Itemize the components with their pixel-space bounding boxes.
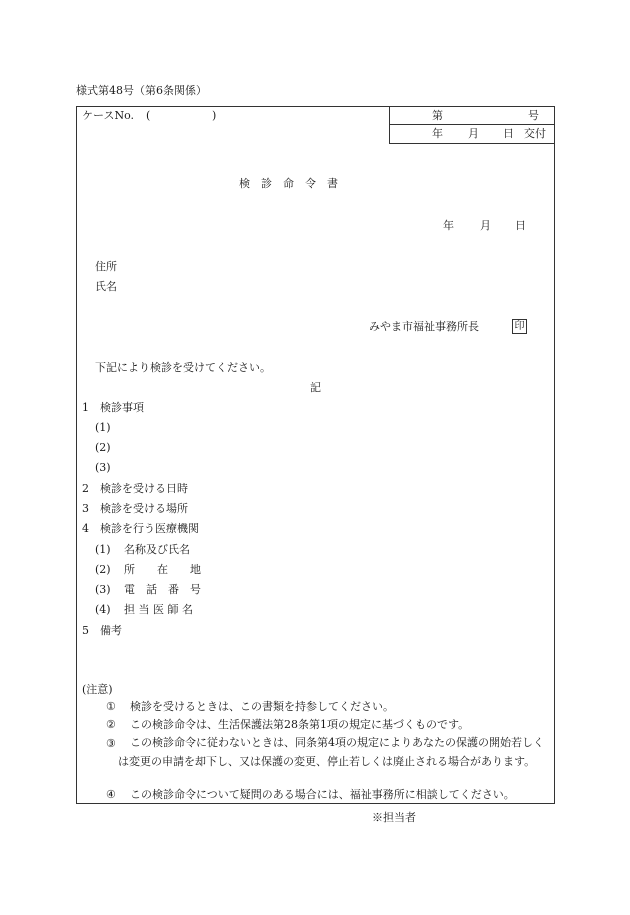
item-4-sub-1-label: 名称及び氏名 (124, 543, 190, 556)
issue-month-label: 月 (468, 127, 479, 140)
address-label: 住所 (95, 260, 117, 273)
date-year-label: 年 (443, 219, 454, 232)
item-5-number: 5 (82, 624, 89, 637)
issue-kofu-label: 交付 (524, 127, 546, 140)
item-4-sub-4-label: 担 当 医 師 名 (124, 603, 193, 616)
note-4-text: この検診命令について疑問のある場合には、福祉事務所に相談してください。 (130, 788, 515, 801)
item-2-number: 2 (82, 482, 89, 495)
item-2-label: 検診を受ける日時 (100, 482, 188, 495)
issue-day-label: 日 (503, 127, 514, 140)
item-4-number: 4 (82, 522, 89, 535)
number-go: 号 (528, 109, 539, 122)
name-label: 氏名 (95, 280, 117, 293)
case-no-open-paren: ( (146, 109, 151, 122)
item-3-label: 検診を受ける場所 (100, 502, 188, 515)
item-4-sub-2-label: 所 在 地 (124, 563, 201, 576)
note-2-mark: ② (106, 718, 116, 731)
item-4-label: 検診を行う医療機関 (100, 522, 199, 535)
note-3-mark: ③ (106, 737, 116, 750)
note-3-text: この検診命令に従わないときは、同条第4項の規定によりあなたの保護の開始若しくは変更の申請を却下し、又は保護の変更、停止若しくは廃止される場合があります。 (118, 736, 544, 768)
date-month-label: 月 (480, 219, 491, 232)
case-no-close-paren: ) (212, 109, 217, 122)
item-5-label: 備考 (100, 624, 122, 637)
item-3-number: 3 (82, 502, 89, 515)
form-number: 様式第48号（第6条関係） (76, 84, 207, 97)
item-4-sub-4-number: (4) (95, 603, 111, 616)
item-4-sub-3-number: (3) (95, 583, 111, 596)
ki-heading: 記 (310, 381, 321, 394)
number-box-divider (390, 124, 555, 125)
intro-text: 下記により検診を受けてください。 (95, 361, 271, 374)
issuer-name: みやま市福祉事務所長 (369, 320, 479, 333)
note-2-text: この検診命令は、生活保護法第28条第1項の規定に基づくものです。 (130, 718, 470, 731)
item-4-sub-2-number: (2) (95, 563, 111, 576)
date-day-label: 日 (515, 219, 526, 232)
note-4-mark: ④ (106, 788, 116, 801)
person-in-charge-note: ※担当者 (372, 811, 416, 824)
document-title: 検 診 命 令 書 (239, 177, 338, 190)
item-1-label: 検診事項 (100, 401, 144, 414)
item-1-sub-3: (3) (95, 461, 111, 474)
item-4-sub-3-label: 電 話 番 号 (124, 583, 201, 596)
notes-heading: (注意) (82, 683, 113, 696)
issue-year-label: 年 (432, 127, 443, 140)
number-dai: 第 (432, 109, 443, 122)
item-1-sub-2: (2) (95, 441, 111, 454)
item-4-sub-1-number: (1) (95, 543, 111, 556)
case-no-label: ケースNo. (82, 109, 135, 122)
item-1-number: 1 (82, 401, 89, 414)
seal-mark: 印 (512, 319, 527, 334)
item-1-sub-1: (1) (95, 421, 111, 434)
note-1-text: 検診を受けるときは、この書類を持参してください。 (130, 700, 394, 713)
note-1-mark: ① (106, 700, 116, 713)
